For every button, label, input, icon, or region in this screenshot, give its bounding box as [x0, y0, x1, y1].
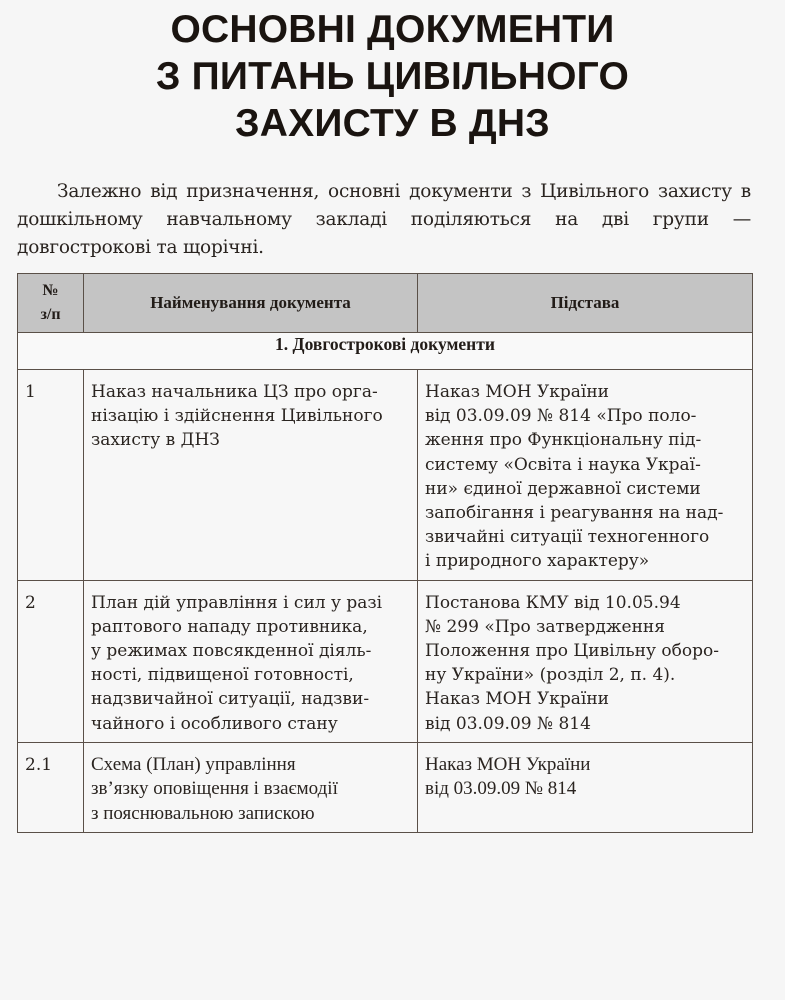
text-line: звичайні ситуації техногенного [425, 527, 710, 548]
text-line: у режимах повсякденної діяль- [91, 641, 372, 662]
section-title: 1. Довгострокові документи [18, 333, 753, 370]
header-number-abbr: з/п [40, 306, 61, 323]
document-name [84, 580, 418, 742]
text-line: систему «Освіта і наука Украї- [425, 454, 701, 475]
document-basis [418, 742, 753, 833]
document-basis [418, 370, 753, 581]
text-line: чайного і особливого стану [91, 713, 338, 734]
text-line: № 299 «Про затвердження [425, 616, 665, 637]
table-header-row [18, 274, 753, 333]
text-line: зв’язку оповіщення і взаємодії [91, 778, 338, 800]
text-line: і природного характеру» [425, 551, 650, 572]
text-line: ну України» (розділ 2, п. 4). [425, 665, 676, 686]
row-number: 2.1 [18, 742, 84, 833]
text-line: захисту в ДНЗ [91, 430, 220, 451]
text-line: з пояснювальною запискою [91, 802, 315, 824]
text-line: Наказ МОН України [425, 382, 609, 402]
table-row [18, 370, 753, 581]
text-line: ження про Функціональну під- [425, 430, 702, 451]
text-line: Постанова КМУ від 10.05.94 [425, 592, 681, 613]
title-line: З ПИТАНЬ ЦИВІЛЬНОГО [155, 55, 630, 98]
row-number: 2 [18, 580, 84, 742]
text-line: Наказ начальника ЦЗ про орга- [91, 382, 378, 402]
text-line: Наказ МОН України [425, 753, 591, 775]
text-line: Наказ МОН України [425, 689, 609, 710]
section-row [18, 333, 753, 370]
table-row [18, 742, 753, 833]
text-line: План дій управління і сил у разі [91, 592, 383, 613]
text-line: Положення про Цивільну оборо- [425, 641, 719, 662]
text-line: надзвичайної ситуації, надзви- [91, 689, 370, 710]
title-line: ОСНОВНІ ДОКУМЕНТИ [170, 8, 615, 51]
documents-table [17, 273, 753, 833]
table-row [18, 580, 753, 742]
page-title [0, 6, 785, 147]
document-name [84, 370, 418, 581]
text-line: від 03.09.09 № 814 [425, 778, 577, 800]
header-number-symbol: № [42, 282, 59, 299]
text-line: від 03.09.09 № 814 «Про поло- [425, 406, 697, 427]
text-line: ності, підвищеної готовності, [91, 665, 354, 686]
header-document-name: Найменування документа [84, 274, 418, 333]
text-line: Схема (План) управління [91, 753, 296, 775]
title-line: ЗАХИСТУ В ДНЗ [235, 102, 550, 145]
header-number [18, 274, 84, 333]
intro-paragraph: Залежно від призначення, основні документи з Цивільного захисту в дошкільному навчальному закладі поділяються на дві групи — довгострокові та щорічні. [17, 181, 751, 258]
text-line: запобігання і реагування на над- [425, 503, 724, 524]
row-number: 1 [18, 370, 84, 581]
text-line: ни» єдиної державної системи [425, 478, 701, 499]
header-basis: Підстава [418, 274, 753, 333]
text-line: від 03.09.09 № 814 [425, 713, 591, 734]
text-line: нізацію і здійснення Цивільного [91, 406, 383, 427]
text-line: раптового нападу противника, [91, 616, 368, 637]
document-basis [418, 580, 753, 742]
document-name [84, 742, 418, 833]
